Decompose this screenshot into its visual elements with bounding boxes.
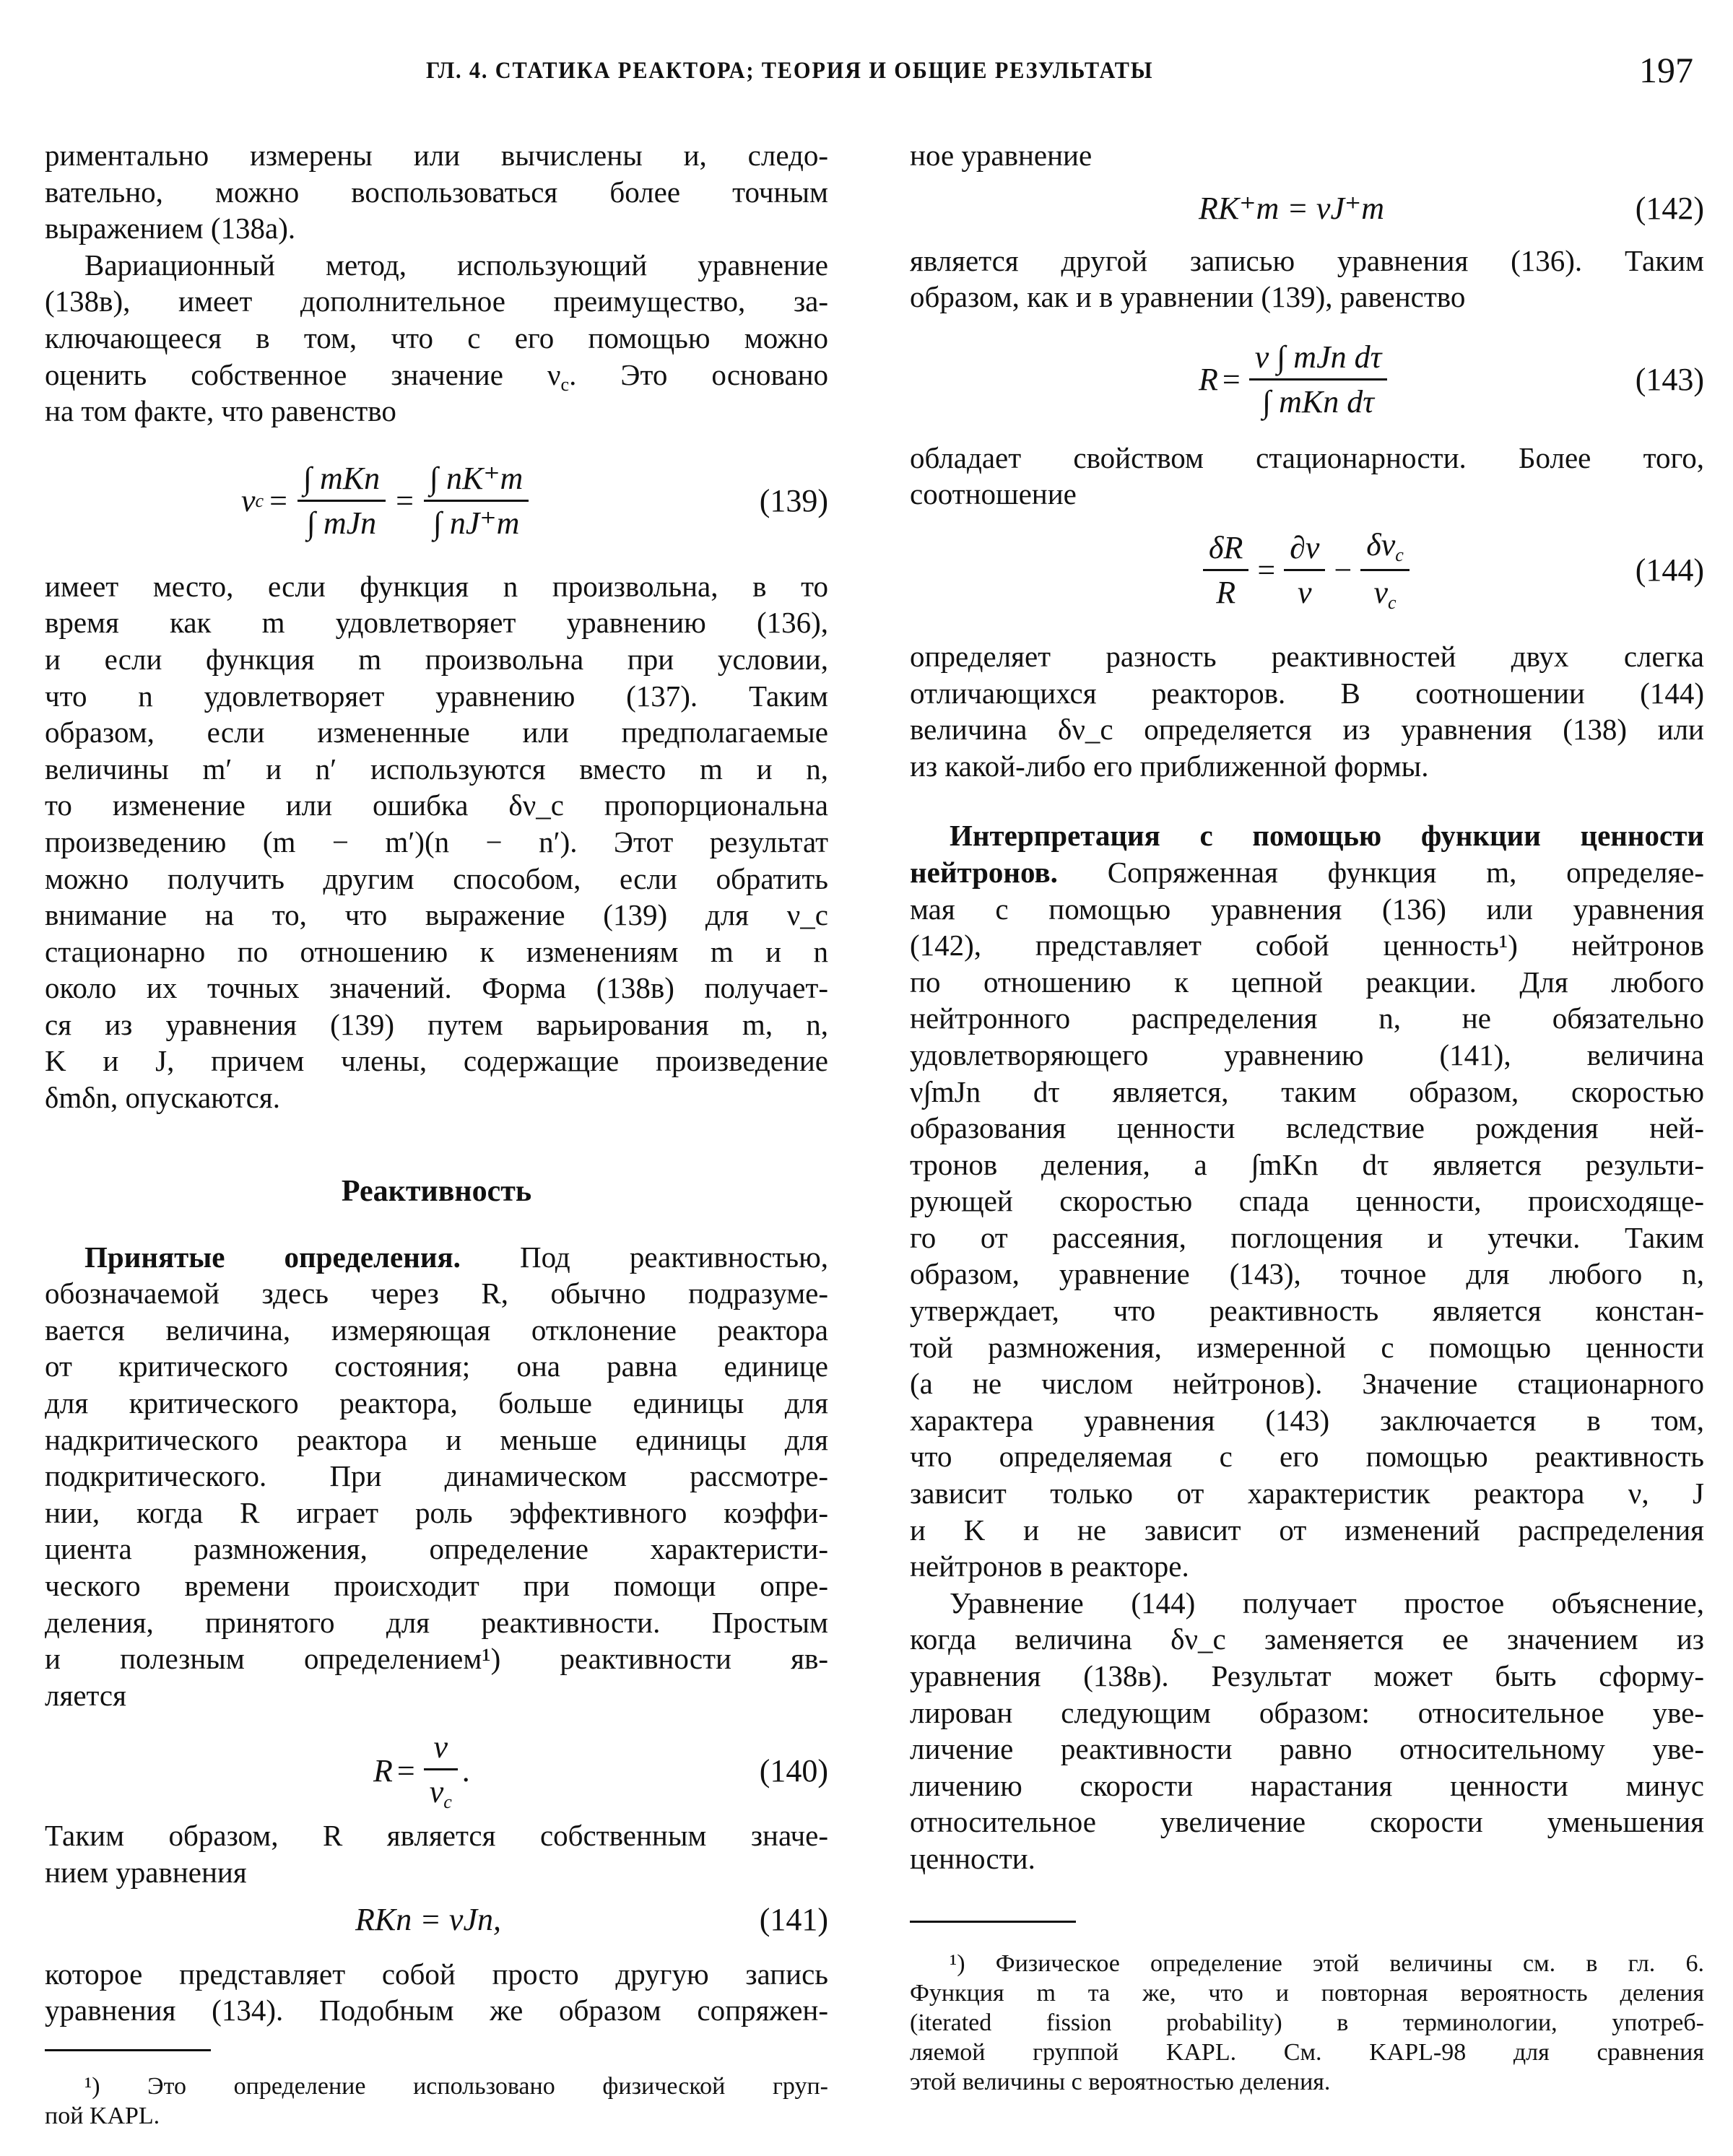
footnote-line: ¹) Физическое определение этой величины см. в гл. 6. xyxy=(950,1949,1704,1977)
text-line: определяет разность реактивностей двух слегка xyxy=(910,639,1704,673)
text-line: нейтронов. Сопряженная функция m, определяе- xyxy=(910,855,1705,889)
text-line: произведению (m − m′)(n − n′). Этот результат xyxy=(45,825,828,859)
text-line: и если функция m произвольна при условии, xyxy=(45,642,828,676)
text-line: оценить собственное значение $\nu_c$. Это основано xyxy=(45,357,829,395)
text-line: когда величина δν_c заменяется ее значением из xyxy=(910,1622,1704,1656)
fraction: $\frac{\nu}{\nu_c}$ xyxy=(424,1729,458,1813)
fraction: $\frac{\partial\nu}{\nu}$ xyxy=(1284,529,1325,611)
text-line: ное уравнение xyxy=(910,139,1093,172)
text-line: надкритического реактора и меньше единицы для xyxy=(45,1422,828,1456)
text-line: соотношение xyxy=(910,477,1077,511)
text-line: δmδn, опускаются. xyxy=(45,1081,280,1115)
run-in-heading: нейтронов. xyxy=(910,855,1058,889)
text-line: нии, когда R играет роль эффективного коэффи- xyxy=(45,1495,828,1529)
text-line: образом, уравнение (143), точное для любого n, xyxy=(910,1257,1704,1291)
footnote-line: этой величины с вероятностью деления. xyxy=(910,2068,1331,2095)
text-line: лирован следующим образом: относительное уве- xyxy=(910,1695,1704,1729)
paragraph xyxy=(910,817,1704,1584)
footnote xyxy=(45,2072,828,2131)
text-line: величины m′ и n′ используются вместо m и n, xyxy=(45,752,828,786)
text-line: от критического состояния; она равна единице xyxy=(45,1349,828,1383)
fraction: $\frac{\text{∫ mKn}}{\text{∫ mJn}}$ xyxy=(297,460,386,542)
text-line: вается величина, измеряющая отклонение реактора xyxy=(45,1313,828,1347)
text-line: и K и не зависит от изменений распределения xyxy=(910,1513,1704,1547)
text-line: нейтронного распределения n, не обязательно xyxy=(910,1001,1704,1035)
text-line: Уравнение (144) получает простое объяснение, xyxy=(950,1586,1704,1620)
equation-number: (140) xyxy=(759,1752,828,1788)
text-line: рующей скоростью спада ценности, происходяще- xyxy=(910,1184,1704,1218)
text-line: и полезным определением¹) реактивности яв- xyxy=(45,1642,828,1676)
text-line: ν∫mJn dτ является, таким образом, скоростью xyxy=(910,1074,1704,1108)
section-heading: Реактивность xyxy=(341,1174,532,1208)
text-line: по отношению к цепной реакции. Для любого xyxy=(910,965,1704,999)
paragraph xyxy=(910,243,1704,316)
equation-139: ν c = $\frac{\text{∫ mKn}}{\text{∫ mJn}}$ = $\frac{\int nK^+m}{\int nJ^+m}$ (139) xyxy=(241,461,828,542)
text-line: (138в), имеет дополнительное преимущество, за- xyxy=(45,284,828,318)
paragraph xyxy=(910,1585,1704,1877)
text-line: Таким образом, R является собственным значе- xyxy=(45,1819,828,1853)
paragraph xyxy=(45,137,828,247)
equation-number: (141) xyxy=(759,1902,828,1938)
text-line: образом, как и в уравнении (139), равенство xyxy=(910,280,1466,314)
text-line: характера уравнения (143) заключается в том, xyxy=(910,1403,1704,1437)
text-line: ценности. xyxy=(910,1841,1035,1875)
equation-142: RK⁺m = νJ⁺m (142) xyxy=(1199,190,1704,226)
footnote-line: (iterated fission probability) в терминологии, употреб- xyxy=(910,2009,1704,2036)
paragraph xyxy=(45,247,828,430)
text-line: го от рассеяния, поглощения и утечки. Таким xyxy=(910,1220,1704,1254)
text-line: Принятые определения. Под реактивностью, xyxy=(84,1240,828,1274)
left-column xyxy=(45,137,828,2131)
text-line: что определяемая с его помощью реактивность xyxy=(910,1440,1704,1474)
text-line: уравнения (138в). Результат может быть сформу- xyxy=(910,1659,1704,1692)
text-line: образования ценности вследствие рождения ней- xyxy=(910,1111,1704,1145)
equation-number: (143) xyxy=(1635,362,1704,398)
text-line: относительное увеличение скорости уменьшения xyxy=(910,1805,1704,1839)
footnote xyxy=(910,1949,1704,2097)
text-line: удовлетворяющего уравнению (141), величина xyxy=(910,1038,1704,1072)
text-line: стационарно по отношению к изменениям m и n xyxy=(45,934,828,968)
text-line: той размножения, измеренной с помощью ценности xyxy=(910,1330,1704,1364)
text-line: ческого времени происходит при помощи опре- xyxy=(45,1569,828,1602)
text-line: мая с помощью уравнения (136) или уравнения xyxy=(910,892,1704,926)
text-line: можно получить другим способом, если обратить xyxy=(45,861,828,895)
equation-143: R = $\frac{\text{ν ∫ mJn dτ}}{\text{∫ mKn dτ}}$ (143) xyxy=(1199,339,1704,420)
text-line: отличающихся реакторов. В соотношении (144) xyxy=(910,676,1704,710)
fraction: $\frac{\delta R}{R}$ xyxy=(1203,529,1248,611)
equation-141: RKn = νJn, (141) xyxy=(355,1902,828,1938)
text-line: то изменение или ошибка δν_c пропорциональна xyxy=(45,788,828,822)
text-line: на том факте, что равенство xyxy=(45,394,396,428)
fraction: $\frac{\delta\nu_c}{\nu_c}$ xyxy=(1360,526,1410,614)
text-line: ляется xyxy=(45,1678,126,1712)
footnote-rule xyxy=(910,1921,1076,1923)
footnote-line: ляемой группой KAPL. См. KAPL-98 для сравнения xyxy=(910,2038,1704,2066)
paragraph xyxy=(45,568,828,1116)
text-line: утверждает, что реактивность является констан- xyxy=(910,1294,1704,1328)
footnote-line: Функция m та же, что и повторная вероятность деления xyxy=(910,1979,1704,2007)
running-title: ГЛ. 4. СТАТИКА РЕАКТОРА; ТЕОРИЯ И ОБЩИЕ РЕЗУЛЬТАТЫ xyxy=(426,58,1154,84)
text-line: K и J, причем члены, содержащие произведение xyxy=(45,1044,828,1078)
fraction: $\frac{\int nK^+m}{\int nJ^+m}$ xyxy=(424,460,529,542)
text-line: вательно, можно воспользоваться более точным xyxy=(45,175,828,209)
text-line: Вариационный метод, использующий уравнение xyxy=(84,248,828,282)
fraction: $\frac{\text{ν ∫ mJn dτ}}{\text{∫ mKn dτ}}$ xyxy=(1249,339,1388,420)
text-line: ключающееся в том, что с его помощью можно xyxy=(45,321,828,355)
run-in-heading: Принятые определения. xyxy=(84,1240,461,1274)
text-line: обладает свойством стационарности. Более того, xyxy=(910,440,1704,474)
paragraph xyxy=(45,1817,828,1890)
running-header xyxy=(0,50,1733,97)
text-line: что n удовлетворяет уравнению (137). Таким xyxy=(45,679,828,713)
text-line: около их точных значений. Форма (138в) получает- xyxy=(45,971,828,1005)
equation-140: R = $\frac{\nu}{\nu_c}$ . (140) xyxy=(373,1729,828,1812)
text-line: зависит только от характеристик реактора ν, J xyxy=(910,1477,1704,1510)
text-line: риментально измерены или вычислены и, следо- xyxy=(45,139,828,172)
text-line: образом, если измененные или предполагаемые xyxy=(45,716,828,749)
text-line: тронов деления, а ∫mKn dτ является результи- xyxy=(910,1147,1704,1181)
text-line: является другой записью уравнения (136). Таким xyxy=(910,243,1704,277)
text-line: время как m удовлетворяет уравнению (136), xyxy=(45,606,828,640)
text-line: имеет место, если функция n произвольна, в то xyxy=(45,569,828,603)
text-line: личению скорости нарастания ценности минус xyxy=(910,1768,1704,1802)
page-number: 197 xyxy=(1639,50,1693,90)
footnote-rule xyxy=(45,2049,211,2051)
text-line: обозначаемой здесь через R, обычно подразуме- xyxy=(45,1277,828,1310)
text-line: личение реактивности равно относительному уве- xyxy=(910,1732,1704,1766)
text-line: циента размножения, определение характеристи- xyxy=(45,1532,828,1566)
text-line: уравнения (134). Подобным же образом сопряжен- xyxy=(45,1994,828,2027)
text-line: внимание на то, что выражение (139) для ν_c xyxy=(45,898,828,932)
paragraph xyxy=(910,440,1704,513)
paragraph xyxy=(45,1239,828,1714)
right-column xyxy=(910,137,1704,2097)
paragraph xyxy=(910,638,1704,784)
text-line: ся из уравнения (139) путем варьирования m, n, xyxy=(45,1007,828,1041)
text-line: которое представляет собой просто другую запись xyxy=(45,1957,828,1991)
footnote-line: ¹) Это определение использовано физической груп- xyxy=(84,2072,828,2100)
text-line: для критического реактора, больше единицы для xyxy=(45,1386,828,1420)
text-line: выражением (138а). xyxy=(45,212,296,245)
text-line: (142), представляет собой ценность¹) нейтронов xyxy=(910,929,1704,962)
text-line: нейтронов в реакторе. xyxy=(910,1549,1189,1583)
equation-144: $\frac{\delta R}{R}$ = $\frac{\partial\nu}{\nu}$ − $\frac{\delta\nu_c}{\nu_c}$ (144) xyxy=(910,520,1704,621)
text-line: нием уравнения xyxy=(45,1855,247,1889)
text-line: из какой-либо его приближенной формы. xyxy=(910,749,1429,783)
text-line: деления, принятого для реактивности. Простым xyxy=(45,1605,828,1639)
text-line: величина δν_c определяется из уравнения (138) или xyxy=(910,713,1704,747)
run-in-heading: Интерпретация с помощью функции ценности xyxy=(950,819,1704,853)
text-line: (а не числом нейтронов). Значение стационарного xyxy=(910,1367,1704,1401)
equation-number: (144) xyxy=(1635,552,1704,588)
text-line: подкритического. При динамическом рассмотре- xyxy=(45,1459,828,1493)
equation-number: (139) xyxy=(759,483,828,519)
equation-number: (142) xyxy=(1635,190,1704,226)
paragraph xyxy=(45,1956,828,2029)
footnote-line: пой KAPL. xyxy=(45,2102,160,2129)
